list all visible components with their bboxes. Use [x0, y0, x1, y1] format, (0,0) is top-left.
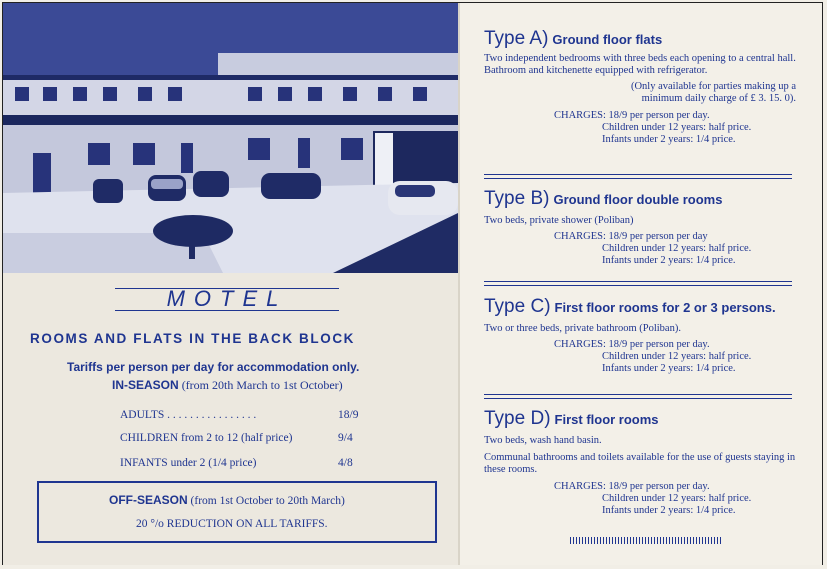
in-season-line [112, 378, 343, 393]
type-d-block [484, 408, 796, 517]
tariffs-line: Tariffs per person per day for accommodation only. [67, 360, 360, 374]
rooms-heading: ROOMS AND FLATS IN THE BACK BLOCK [30, 331, 356, 346]
type-c-block [484, 296, 796, 375]
charges-line-3: Infants under 2 years: 1/4 price. [602, 363, 736, 374]
charges-line-2: Children under 12 years: half price. [602, 243, 752, 254]
page-fold [458, 3, 460, 565]
rate-label: INFANTS under 2 (1/4 price) [120, 457, 257, 469]
type-letter: Type C) [484, 296, 551, 317]
decorative-hatch-bar [570, 537, 722, 544]
charges-line-1: CHARGES: 18/9 per person per day. [554, 481, 710, 492]
type-subtitle: First floor rooms for 2 or 3 persons. [554, 300, 776, 315]
type-letter: Type A) [484, 28, 549, 49]
charges-line-1: CHARGES: 18/9 per person per day. [554, 110, 710, 121]
type-a-block [484, 28, 796, 146]
type-c-title [484, 296, 796, 318]
type-b-title [484, 188, 796, 210]
rate-label: CHILDREN from 2 to 12 (half price) [120, 432, 293, 444]
in-season-dates: (from 20th March to 1st October) [181, 378, 343, 392]
rate-row-infants [120, 457, 360, 469]
rate-label: ADULTS . . . . . . . . . . . . . . . . [120, 409, 257, 421]
type-description: Two beds, wash hand basin. [484, 435, 602, 446]
motel-banner [115, 284, 339, 314]
type-letter: Type B) [484, 188, 550, 209]
type-subtitle: Ground floor double rooms [553, 192, 723, 207]
type-description: Two beds, private shower (Poliban) [484, 215, 634, 226]
type-letter: Type D) [484, 408, 551, 429]
rate-row-adults [120, 409, 360, 421]
rate-value: 18/9 [338, 409, 359, 421]
charges-line-1: CHARGES: 18/9 per person per day. [554, 339, 710, 350]
in-season-label: IN-SEASON [112, 378, 179, 392]
charges-line-3: Infants under 2 years: 1/4 price. [602, 134, 736, 145]
charges-line-3: Infants under 2 years: 1/4 price. [602, 255, 736, 266]
section-divider [484, 174, 792, 179]
type-description-2: Communal bathrooms and toilets available for the use of guests staying in these rooms. [484, 452, 796, 475]
motel-title: MOTEL [166, 286, 288, 311]
type-subtitle: Ground floor flats [552, 32, 663, 47]
off-season-label: OFF-SEASON [109, 493, 188, 507]
charges-line-1: CHARGES: 18/9 per person per day [554, 231, 708, 242]
charges-line-2: Children under 12 years: half price. [602, 351, 752, 362]
type-description: Two or three beds, private bathroom (Poliban). [484, 323, 681, 334]
off-season-line [109, 493, 345, 507]
type-note-2: minimum daily charge of £ 3. 15. 0). [641, 93, 796, 104]
off-season-box [37, 481, 437, 543]
section-divider [484, 281, 792, 286]
type-description: Two independent bedrooms with three beds each opening to a central hall. Bathroom and kitchenette equipped with refrigerator. [484, 53, 796, 76]
type-b-block [484, 188, 796, 267]
rate-row-children [120, 432, 360, 444]
type-d-title [484, 408, 796, 430]
rate-value: 4/8 [338, 457, 353, 469]
section-divider [484, 394, 792, 399]
rate-value: 9/4 [338, 432, 353, 444]
charges-line-3: Infants under 2 years: 1/4 price. [602, 505, 736, 516]
motel-photo [3, 3, 458, 273]
type-a-title [484, 28, 796, 50]
type-subtitle: First floor rooms [554, 412, 659, 427]
charges-line-2: Children under 12 years: half price. [602, 122, 752, 133]
off-season-reduction: 20 °/o REDUCTION ON ALL TARIFFS. [136, 518, 328, 530]
off-season-dates: (from 1st October to 20th March) [190, 495, 345, 507]
type-note-1: (Only available for parties making up a [630, 81, 796, 92]
charges-line-2: Children under 12 years: half price. [602, 493, 752, 504]
